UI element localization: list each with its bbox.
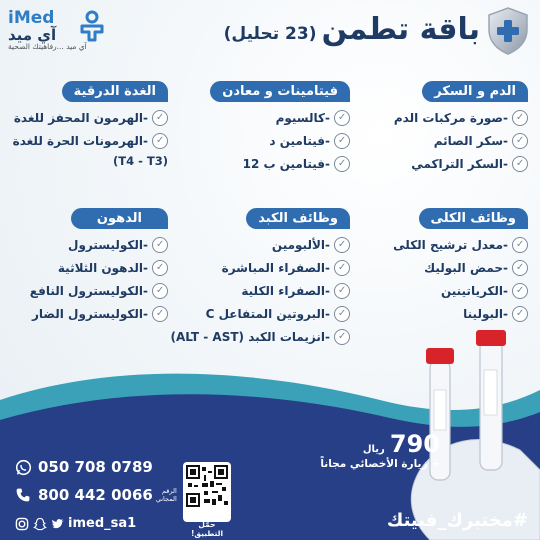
- section-heading: الدهون: [71, 208, 168, 229]
- instagram-icon: [14, 516, 29, 531]
- section-heading: الغدة الدرقية: [62, 81, 168, 102]
- section-heading: الدم و السكر: [422, 81, 528, 102]
- check-icon: ✓: [334, 110, 350, 126]
- section-thyroid: [13, 80, 168, 168]
- price-amount: 790: [389, 430, 440, 458]
- whatsapp-contact[interactable]: [14, 458, 153, 476]
- check-icon: ✓: [512, 283, 528, 299]
- check-icon: ✓: [152, 306, 168, 322]
- section-heading: وظائف الكبد: [246, 208, 350, 229]
- brand-logo: [8, 8, 138, 54]
- whatsapp-icon: [14, 458, 32, 476]
- check-icon: ✓: [152, 110, 168, 126]
- snapchat-icon: [32, 516, 47, 531]
- check-icon: ✓: [334, 237, 350, 253]
- brand-name-ar: آي ميد: [8, 26, 57, 44]
- tollfree-contact[interactable]: [14, 486, 177, 504]
- check-icon: ✓: [512, 260, 528, 276]
- check-icon: ✓: [334, 156, 350, 172]
- check-icon: ✓: [152, 133, 168, 149]
- list-item: ✓ -السكر التراكمي: [394, 156, 528, 172]
- brand-mark-icon: [66, 10, 110, 42]
- price-block: [320, 430, 440, 470]
- package-title: [224, 12, 480, 47]
- price-note: + زيارة الأخصائي مجاناً: [320, 458, 440, 470]
- section-lipids: [30, 207, 168, 329]
- list-item: ✓ -كالسيوم: [210, 110, 350, 126]
- list-item: ✓ -الدهون الثلاثية: [30, 260, 168, 276]
- price-currency: ريال: [362, 444, 385, 455]
- list-item: ✓ -سكر الصائم: [394, 133, 528, 149]
- tollfree-number: 800 442 0066: [38, 486, 153, 504]
- qr-code-graphic: [186, 465, 228, 507]
- package-test-count: (23 تحليل): [223, 24, 317, 44]
- check-icon: ✓: [334, 306, 350, 322]
- list-item: ✓ -الألبومين: [170, 237, 350, 253]
- list-item: ✓ -الكرياتينين: [393, 283, 528, 299]
- check-icon: ✓: [334, 283, 350, 299]
- list-item: ✓ -الصفراء المباشرة: [170, 260, 350, 276]
- phone-icon: [14, 486, 32, 504]
- list-item: ✓ -الهرمونات الحرة للغدة: [13, 133, 168, 149]
- section-vitamins: [210, 80, 350, 179]
- list-item: ✓ -الكوليسترول الضار: [30, 306, 168, 322]
- check-icon: ✓: [512, 110, 528, 126]
- check-icon: ✓: [334, 260, 350, 276]
- list-item: ✓ -فيتامين ب 12: [210, 156, 350, 172]
- check-icon: ✓: [334, 133, 350, 149]
- shield-plus-icon: [486, 6, 530, 56]
- social-handles[interactable]: [14, 516, 136, 531]
- check-icon: ✓: [334, 329, 350, 345]
- campaign-hashtag: #مختبرك_فبيتك: [386, 510, 528, 531]
- check-icon: ✓: [512, 156, 528, 172]
- section-heading: فيتامينات و معادن: [210, 81, 350, 102]
- check-icon: ✓: [512, 237, 528, 253]
- section-liver: [170, 207, 350, 352]
- list-item: ✓ -الكوليسترول: [30, 237, 168, 253]
- thyroid-note: (T4 - T3): [113, 154, 168, 168]
- list-item: ✓ -حمض البوليك: [393, 260, 528, 276]
- check-icon: ✓: [152, 260, 168, 276]
- tollfree-label: الرقم المجاني: [155, 487, 177, 503]
- list-item: ✓ -معدل ترشيح الكلى: [393, 237, 528, 253]
- check-icon: ✓: [512, 133, 528, 149]
- list-item: ✓ -البولينا: [393, 306, 528, 322]
- check-icon: ✓: [152, 237, 168, 253]
- list-item: ✓ -الصفراء الكلية: [170, 283, 350, 299]
- brand-tagline: آي ميد ...رفاهيتك الصحية: [8, 42, 87, 51]
- qr-code-icon[interactable]: [183, 462, 231, 522]
- check-icon: ✓: [152, 283, 168, 299]
- check-icon: ✓: [512, 306, 528, 322]
- list-item: ✓ -البروتين المتفاعل C: [170, 306, 350, 322]
- twitter-icon: [50, 516, 65, 531]
- phone-number: 050 708 0789: [38, 458, 153, 476]
- section-heading: وظائف الكلى: [419, 208, 528, 229]
- list-item: ✓ -صورة مركبات الدم: [394, 110, 528, 126]
- list-item: ✓ -الكوليسترول النافع: [30, 283, 168, 299]
- brand-name-en: iMed: [8, 8, 55, 28]
- social-handle: imed_sa1: [68, 516, 137, 531]
- list-item: ✓ -انزيمات الكبد (ALT - AST): [170, 329, 350, 345]
- list-item: ✓ -الهرمون المحفز للغدة: [13, 110, 168, 126]
- list-item: ✓ -فيتامين د: [210, 133, 350, 149]
- download-app-label: حمّل التطبيق!: [190, 520, 224, 538]
- section-blood-sugar: [394, 80, 528, 179]
- section-kidney: [393, 207, 528, 329]
- package-title-main: باقة تطمن: [321, 12, 480, 47]
